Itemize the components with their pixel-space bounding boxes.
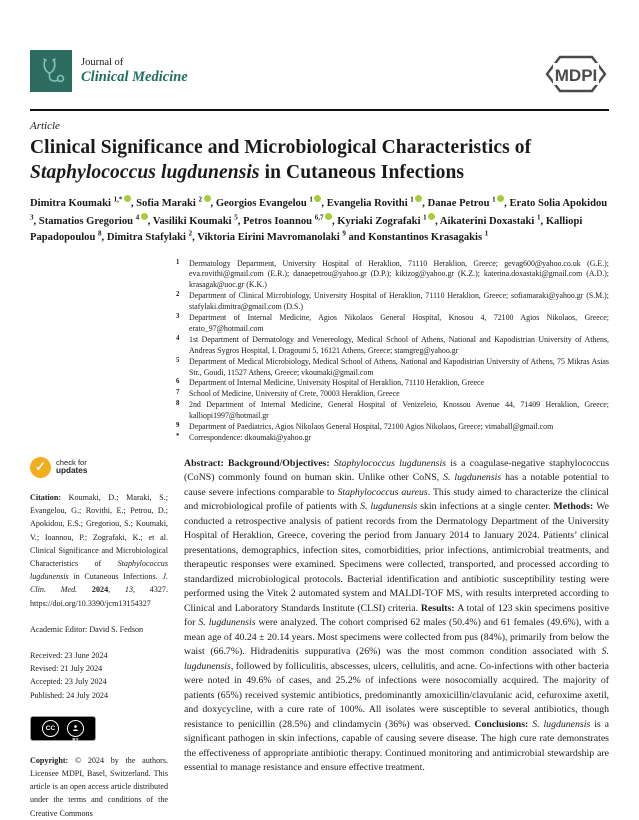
author-affiliation-sup: 4	[135, 212, 140, 221]
page-title	[30, 135, 609, 185]
text-segment: ,	[108, 585, 125, 595]
citation-block	[30, 491, 168, 610]
text-segment: Citation:	[30, 492, 69, 502]
author-name: Petros Ioannou	[243, 215, 315, 227]
affiliation-text: Dermatology Department, University Hospital of Heraklion, 71110 Heraklion, Greece; gevag600@yahoo.co.uk (G.E.); eva.rovithi@gmail.com (E.R.); danaepetrou@yahoo.gr (D.P.); kikizog@yahoo.gr (K.Z.); katerina.doxastaki@gmail.com (A.D.); krasagak@uoc.gr (K.K.)	[189, 258, 609, 290]
check-for-text: check for	[56, 457, 87, 467]
journal-prefix: Journal of	[81, 56, 124, 68]
check-icon: ✓	[30, 457, 51, 478]
author-name: Evangelia Rovithi	[326, 198, 411, 209]
author-affiliation-sup: 1	[484, 229, 489, 238]
author-name: Viktoria Eirini Mavromanolaki	[197, 232, 343, 243]
author-affiliation-sup: 1	[492, 195, 496, 204]
orcid-icon[interactable]	[124, 195, 131, 202]
text-segment: has a notable potential to cause severe infections comparable to	[184, 472, 609, 498]
author-name: Dimitra Koumaki	[30, 198, 114, 209]
orcid-icon[interactable]	[325, 213, 332, 220]
text-segment: Results:	[420, 602, 458, 614]
author-affiliation-sup: 9	[342, 229, 346, 238]
mdpi-logo	[543, 54, 609, 99]
affiliations-list	[176, 259, 609, 444]
affiliation-item	[176, 291, 609, 313]
text-segment: J. Clin. Med.	[30, 572, 168, 595]
orcid-icon[interactable]	[497, 195, 504, 202]
author-affiliation-sup: 8	[98, 229, 102, 238]
author-affiliation-sup: 2	[198, 195, 203, 204]
author-affiliation-sup: 6,7	[314, 212, 324, 221]
author-affiliation-sup: 1	[537, 212, 541, 221]
affiliation-marker: 7	[176, 389, 180, 397]
text-segment: Copyright:	[30, 755, 75, 765]
dates-block	[30, 649, 168, 702]
affiliation-item	[176, 378, 609, 389]
affiliation-item	[176, 422, 609, 433]
affiliation-item	[176, 335, 609, 357]
accepted-date: Accepted: 23 July 2024	[30, 677, 107, 687]
header	[30, 50, 609, 99]
author-affiliation-sup: 1	[410, 195, 414, 204]
author-name: Konstantinos Krasagakis	[368, 232, 485, 243]
affiliation-text: Department of Paediatrics, Agios Nikolaos General Hospital, 72100 Agios Nikolaos, Greece; vimaball@gmail.com	[189, 422, 554, 432]
author-affiliation-sup: 5	[234, 212, 238, 221]
affiliation-marker: 5	[176, 356, 180, 364]
author-name: Erato Solia Apokidou	[509, 198, 608, 209]
author-name: Sofia Maraki	[136, 198, 199, 209]
text-segment: . This study aimed to characterize the clinical and microbiological profile of patients with	[184, 486, 609, 513]
affiliation-item	[176, 389, 609, 400]
affiliation-marker: 8	[176, 400, 180, 408]
orcid-icon[interactable]	[141, 213, 148, 220]
authors-list: Dimitra Koumaki $^{1,*}$ , Sofia Maraki $^2$ , Georgios Evangelou $^1$ , Evangelia Rovithi $^1$ , Danae Petrou $^1$ , Erato Solia Apokidou $^3$, Stamatios Gregoriou $^4$ , Vasiliki Koumaki $^5$, Petros Ioannou $^{6,7}$ , Kyriaki Zografaki $^1$ , Aikaterini Doxastaki $^1$, Kalliopi Papadopoulou $^8$, Dimitra Stafylaki $^2$, Viktoria Eirini Mavromanolaki $^9$ and Konstantinos Krasagakis $^1$	[30, 195, 608, 243]
revised-date: Revised: 21 July 2024	[30, 664, 103, 674]
orcid-icon[interactable]	[204, 195, 211, 202]
affiliation-marker: 2	[176, 291, 180, 299]
text-segment: 13	[124, 585, 133, 595]
title-line1: Clinical Significance and Microbiological Characteristics of	[30, 137, 532, 158]
affiliation-marker: 9	[176, 422, 180, 430]
text-segment: Abstract: Background/Objectives:	[184, 457, 334, 469]
affiliation-item	[176, 400, 609, 422]
text-segment: skin infections at a single center.	[417, 501, 554, 513]
text-segment: S. lugdunensis	[360, 501, 418, 513]
text-segment: S. lugdunensis	[532, 718, 591, 730]
text-segment: , 4327. https://doi.org/10.3390/jcm13154327	[30, 585, 169, 608]
text-segment: Staphylococcus lugdunensis	[30, 558, 168, 582]
author-name: Georgios Evangelou	[215, 198, 310, 209]
mdpi-text: MDPI	[554, 66, 598, 85]
author-name: Dimitra Stafylaki	[106, 232, 189, 243]
text-segment: A total of 123 skin specimens positive for	[184, 602, 609, 629]
affiliation-text: Department of Medical Microbiology, Medical School of Athens, National and Kapodistrian University of Athens, 75 Mikras Asias Str., Goudi, 11527 Athens, Greece; vkoumaki@gmail.com	[189, 356, 609, 377]
text-segment: We conducted a retrospective analysis of patient records from the Dermatology Department of the University Hospital of Heraklion, Greece, covering the period from January 2014 to January 2024. Patients’ clinical presentations, demographics, infection sites, comorbidities, prior infections, antimicrobial treatments, and therapeutic responses were examined. Specimens were collected, transported, and processed according to standardized microbiological protocols. Bacterial identification and antibiotic susceptibility testing were performed using the Vitek 2 automated system and MALDI-TOF MS, with results interpreted according to Clinical and Laboratory Standards Institute (CLSI) criteria.	[184, 501, 610, 614]
text-segment: Conclusions:	[474, 718, 533, 730]
text-segment: S. lugdunensis	[443, 472, 502, 484]
stethoscope-icon	[30, 50, 72, 92]
text-segment: , followed by folliculitis, abscesses, ulcers, cellulitis, and acne. Co-infections with other bacteria were noted in 49.6% of cases, and 25.2% of infections were nosocomially acquired. The majority of patients (65%) received systemic antibiotics, predominantly amoxicillin/clavulanic acid, cefuroxime axetil, and doxycycline, with a cure rate of 100%. All isolates were susceptible to several antibiotics, though resistance to penicillin (28.5%) and clindamycin (36%) was observed.	[184, 660, 609, 730]
author-name: Aikaterini Doxastaki	[439, 215, 538, 227]
header-rule	[30, 109, 609, 111]
affiliation-text: 1st Department of Dermatology and Venereology, Medical School of Athens, National and Kapodistrian University of Athens, Andreas Sygros Hospital, I. Dragoumi 5, 16121 Athens, Greece; stamgreg@yahoo.gr	[189, 334, 609, 355]
affiliation-item	[176, 259, 609, 292]
affiliation-marker: *	[176, 433, 180, 440]
abstract-column	[184, 457, 609, 820]
title-species-italic: Staphylococcus lugdunensis	[30, 162, 260, 183]
cc-icon: CC	[42, 720, 59, 737]
affiliation-text: Correspondence: dkoumaki@yahoo.gr	[189, 433, 312, 442]
affiliation-marker: 6	[176, 378, 180, 386]
author-name: Stamatios Gregoriou	[38, 215, 136, 227]
orcid-icon[interactable]	[428, 213, 435, 220]
affiliation-marker: 3	[176, 313, 180, 321]
text-segment: is a coagulase-negative staphylococcus (CoNS) commonly found on human skin. Unlike other CoNS,	[184, 457, 610, 484]
author-name: Kyriaki Zografaki	[337, 215, 424, 227]
text-segment: 2024	[91, 585, 109, 595]
orcid-icon[interactable]	[415, 195, 422, 202]
affiliation-item	[176, 313, 609, 335]
affiliation-text: Department of Internal Medicine, University Hospital of Heraklion, 71110 Heraklion, Greece	[189, 378, 484, 388]
affiliation-text: School of Medicine, University of Crete, 70003 Heraklion, Greece	[189, 389, 400, 399]
affiliation-text: Department of Internal Medicine, Agios Nikolaos General Hospital, Knosou 4, 72100 Agios Nikolaos, Greece; erato_97@hotmail.com	[189, 313, 609, 333]
journal-name: Clinical Medicine	[81, 68, 188, 85]
author-affiliation-sup: 1,*	[113, 195, 123, 204]
author-affiliation-sup: 2	[188, 229, 193, 238]
text-segment: S. lugdunensis	[184, 646, 609, 672]
sidebar	[30, 457, 168, 820]
cc-by-person-icon	[67, 720, 84, 742]
main-content	[30, 457, 609, 820]
article-type-label: Article	[30, 120, 60, 132]
affiliation-marker: 1	[176, 258, 180, 266]
author-affiliation-sup: 1	[423, 212, 427, 221]
affiliation-item	[176, 433, 609, 444]
check-for-updates-label	[56, 459, 87, 476]
affiliation-text: Department of Clinical Microbiology, University Hospital of Heraklion, 71110 Heraklion, Greece; sofiamaraki@yahoo.gr (S.M.); stafylaki.dimitra@gmail.com (D.S.)	[189, 291, 609, 312]
cc-by-label: BY	[72, 736, 79, 742]
journal-title	[81, 57, 188, 86]
updates-text: updates	[56, 466, 88, 476]
text-segment: © 2024 by the authors. Licensee MDPI, Basel, Switzerland. This article is an open access article distributed under the terms and conditions of the Creative Commons	[30, 755, 169, 818]
author-affiliation-sup: 1	[309, 195, 313, 204]
text-segment: Staphylococcus aureus	[337, 486, 428, 498]
journal-logo	[30, 50, 188, 92]
cc-license-badge[interactable]	[30, 716, 96, 741]
text-segment: S. lugdunensis	[198, 617, 256, 629]
text-segment: Koumaki, D.; Maraki, S.; Evangelou, G.; Rovithi, E.; Petrou, D.; Apokidou, E.S.; Gregoriou, S.; Koumaki, V.; Ioannou, P.; Zografaki, K.; et al. Clinical Significance and Microbiological Characteristics of	[30, 492, 168, 568]
abstract	[184, 457, 609, 776]
check-for-updates-badge[interactable]	[30, 457, 168, 478]
author-name: Kalliopi Papadopoulou	[30, 215, 583, 243]
affiliation-text: 2nd Department of Internal Medicine, General Hospital of Venizeleio, Knossou Avenue 44, 71409 Heraklion, Greece; kalliopi1997@hotmail.gr	[189, 400, 609, 421]
affiliation-item	[176, 357, 609, 379]
author-name: Vasiliki Koumaki	[152, 215, 235, 227]
text-segment: were analyzed. The cohort comprised 62 males (50.4%) and 61 females (49.6%), with a mean age of 40.24 ± 20.14 years. Most specimens were collected from pus (84%), primarily from below the waist (66.7%). Hidradenitis suppurativa (26%) was the most common condition associated with	[184, 617, 610, 658]
received-date: Received: 23 June 2024	[30, 650, 108, 660]
text-segment: in Cutaneous Infections.	[68, 572, 163, 582]
copyright-block	[30, 754, 168, 820]
text-segment: Methods:	[553, 501, 597, 513]
affiliation-marker: 4	[176, 334, 180, 342]
text-segment: is a significant pathogen in skin infections, capable of causing severe disease. The high cure rate demonstrates the effectiveness of appropriate antibiotic therapy. Continued monitoring and antimicrobial stewardship are essential to manage resistance and ensure effective treatment.	[184, 718, 609, 774]
academic-editor: Academic Editor: David S. Fedson	[30, 624, 144, 634]
author-affiliation-sup: 3	[30, 212, 34, 221]
title-rest: in Cutaneous Infections	[259, 162, 465, 183]
author-name: Danae Petrou	[427, 198, 493, 209]
text-segment: Staphylococcus lugdunensis	[333, 457, 446, 469]
published-date: Published: 24 July 2024	[30, 690, 109, 700]
orcid-icon[interactable]	[314, 195, 321, 202]
